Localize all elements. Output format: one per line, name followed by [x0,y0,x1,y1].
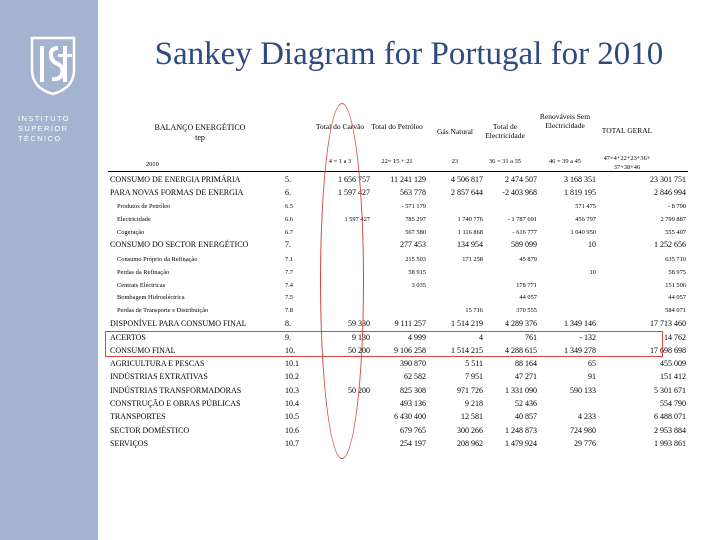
row-code: 6.6 [285,216,293,223]
table-cell: 3 035 [411,282,426,289]
table-cell: 4 288 615 [505,346,537,355]
table-cell: 761 [525,333,537,342]
table-cell: 6 430 400 [394,412,426,421]
table-cell: 9 111 257 [394,319,426,328]
table-cell: 29 776 [574,439,596,448]
table-cell: 1 252 656 [654,240,686,249]
table-cell: 58 915 [408,269,426,276]
table-cell: 23 301 751 [650,175,686,184]
table-cell: 58 975 [668,269,686,276]
row-label: Consumo Próprio da Refinação [117,256,198,263]
row-code: 7.4 [285,282,293,289]
table-cell: 11 241 129 [390,175,426,184]
row-code: 10.3 [285,386,299,395]
table-cell: 178 771 [516,282,537,289]
row-code: 8. [285,319,291,328]
table-cell: 59 330 [348,319,370,328]
table-cell: 2 474 507 [505,175,537,184]
table-cell: 1 514 219 [451,319,483,328]
row-code: 7.7 [285,269,293,276]
table-cell: 17 713 460 [650,319,686,328]
table-cell: 563 778 [400,188,426,197]
table-cell: 2 846 994 [654,188,686,197]
table-cell: 4 [479,333,483,342]
institution-line: TÉCNICO [18,134,62,143]
table-cell: 589 099 [511,240,537,249]
table-cell: 1 597 427 [338,188,370,197]
row-label: ACERTOS [110,333,146,342]
row-code: 9. [285,333,291,342]
table-cell: 9 106 258 [394,346,426,355]
table-year: 2010 [146,161,159,168]
row-code: 10. [285,346,295,355]
table-cell: 40 857 [515,412,537,421]
table-cell: 5 511 [465,359,483,368]
sidebar-panel [0,0,98,540]
ist-logo-icon [30,36,76,96]
table-cell: 171 258 [462,256,483,263]
row-label: AGRICULTURA E PESCAS [110,359,205,368]
table-cell: 571 475 [575,203,596,210]
table-cell: 1 331 090 [505,386,537,395]
row-label: Perdas de Transporte e Distribuição [117,307,209,314]
row-code: 10.2 [285,372,299,381]
table-cell: 724 980 [570,426,596,435]
row-label: PARA NOVAS FORMAS DE ENERGIA [110,188,244,197]
table-cell: 9 130 [352,333,370,342]
table-cell: 52 436 [515,399,537,408]
column-formula: 36 = 31 a 35 [488,158,521,165]
row-code: 6.7 [285,229,293,236]
table-cell: 208 962 [457,439,483,448]
table-cell: 12 581 [461,412,483,421]
table-cell: 1 656 757 [338,175,370,184]
row-code: 6. [285,188,291,197]
column-formula: 47=4+22+23+36+ 37+38+46 [603,155,651,171]
row-code: 7.8 [285,307,293,314]
row-code: 10.4 [285,399,299,408]
row-label: Electricidade [117,216,151,223]
table-cell: 5 301 671 [654,386,686,395]
header-divider [108,171,688,172]
table-cell: 825 308 [400,386,426,395]
table-cell: 65 [588,359,596,368]
table-cell: - 8 790 [667,203,686,210]
table-cell: 4 233 [578,412,596,421]
table-cell: 62 582 [404,372,426,381]
table-cell: 300 266 [457,426,483,435]
table-cell: 584 071 [665,307,686,314]
row-code: 7.5 [285,294,293,301]
table-cell: 215 503 [405,256,426,263]
table-cell: 45 879 [519,256,537,263]
column-header: Renováveis Sem Electricidade [539,112,591,130]
table-cell: 1 116 868 [457,229,483,236]
table-cell: -2 403 968 [502,188,537,197]
column-header: Gás Natural [436,127,474,136]
table-cell: 4 289 376 [505,319,537,328]
institution-name [18,114,88,144]
row-code: 10.7 [285,439,299,448]
table-cell: 9 218 [465,399,483,408]
table-cell: 1 040 950 [570,229,596,236]
row-label: INDÚSTRIAS EXTRATIVAS [110,372,208,381]
row-code: 7.1 [285,256,293,263]
table-cell: 1 993 861 [654,439,686,448]
table-cell: 254 197 [400,439,426,448]
table-cell: 1 479 924 [505,439,537,448]
table-cell: 1 248 873 [505,426,537,435]
table-cell: 6 488 071 [654,412,686,421]
row-code: 5. [285,175,291,184]
table-cell: 44 057 [668,294,686,301]
column-formula: 23 [451,158,459,165]
table-cell: 590 133 [570,386,596,395]
table-cell: 635 710 [665,256,686,263]
table-cell: 1 349 146 [564,319,596,328]
table-cell: 15 716 [465,307,483,314]
coal-column-highlight [320,103,364,459]
column-formula: 4 = 1 a 3 [328,158,352,165]
table-cell: - 616 777 [512,229,537,236]
table-cell: 88 164 [515,359,537,368]
table-cell: 785 297 [405,216,426,223]
row-label: TRANSPORTES [110,412,166,421]
table-header-unit: tep [195,133,205,142]
row-label: CONSTRUÇÃO E OBRAS PÚBLICAS [110,399,241,408]
row-code: 10.5 [285,412,299,421]
table-cell: 555 407 [665,229,686,236]
column-header: TOTAL GERAL [601,126,653,135]
table-header-title: BALANÇO ENERGÉTICO [154,123,246,132]
row-code: 7. [285,240,291,249]
row-label: SECTOR DOMÉSTICO [110,426,190,435]
row-code: 6.5 [285,203,293,210]
table-cell: 2 953 884 [654,426,686,435]
table-cell: 1 597 427 [344,216,370,223]
table-cell: 370 555 [516,307,537,314]
row-label: CONSUMO DE ENERGIA PRIMÁRIA [110,175,241,184]
table-cell: 1 349 278 [564,346,596,355]
table-cell: 50 200 [348,386,370,395]
table-cell: 4 506 817 [451,175,483,184]
table-cell: 151 506 [665,282,686,289]
table-cell: - 132 [579,333,596,342]
table-cell: 554 790 [660,399,686,408]
row-label: INDÚSTRIAS TRANSFORMADORAS [110,386,242,395]
table-cell: 971 726 [457,386,483,395]
table-cell: 17 698 698 [650,346,686,355]
table-cell: 47 271 [515,372,537,381]
table-cell: 456 797 [575,216,596,223]
row-label: Perdas da Refinação [117,269,170,276]
table-cell: 14 762 [664,333,686,342]
table-cell: 10 [589,269,596,276]
column-header: Total do Carvão [315,122,365,131]
institution-line: INSTITUTO [18,114,71,123]
final-consumption-highlight [105,331,663,357]
table-cell: 1 819 195 [564,188,596,197]
column-header: Total de Electricidade [485,122,525,140]
row-label: CONSUMO DO SECTOR ENERGÉTICO [110,240,249,249]
table-cell: 2 857 644 [451,188,483,197]
row-label: CONSUMO FINAL [110,346,176,355]
table-cell: 50 200 [348,346,370,355]
table-cell: 679 765 [400,426,426,435]
table-cell: 2 799 887 [660,216,686,223]
table-cell: 44 057 [519,294,537,301]
table-cell: 493 136 [400,399,426,408]
row-label: Bombagem Hidroeléctrica [117,294,185,301]
row-label: SERVIÇOS [110,439,149,448]
row-label: Centrais Eléctricas [117,282,166,289]
column-header: Total do Petróleo [371,122,423,131]
table-cell: 1 740 776 [457,216,483,223]
row-label: DISPONÍVEL PARA CONSUMO FINAL [110,319,247,328]
institution-line: SUPERIOR [18,124,69,133]
table-cell: 1 514 215 [451,346,483,355]
slide-title: Sankey Diagram for Portugal for 2010 [154,36,664,72]
table-cell: 151 412 [660,372,686,381]
table-cell: 390 870 [400,359,426,368]
table-cell: - 1 787 691 [507,216,537,223]
table-cell: 455 009 [660,359,686,368]
table-cell: - 571 179 [401,203,426,210]
table-cell: 7 951 [465,372,483,381]
row-label: Cogeração [117,229,145,236]
table-cell: 91 [588,372,596,381]
column-formula: 46 = 39 a 45 [548,158,581,165]
column-formula: 22= 15 + 21 [381,158,413,165]
table-cell: 567 580 [405,229,426,236]
row-code: 10.1 [285,359,299,368]
table-cell: 3 168 351 [564,175,596,184]
table-cell: 4 999 [408,333,426,342]
table-cell: 10 [588,240,596,249]
table-cell: 277 453 [400,240,426,249]
row-label: Produtos de Petróleo [117,203,171,210]
row-code: 10.6 [285,426,299,435]
table-cell: 134 954 [457,240,483,249]
